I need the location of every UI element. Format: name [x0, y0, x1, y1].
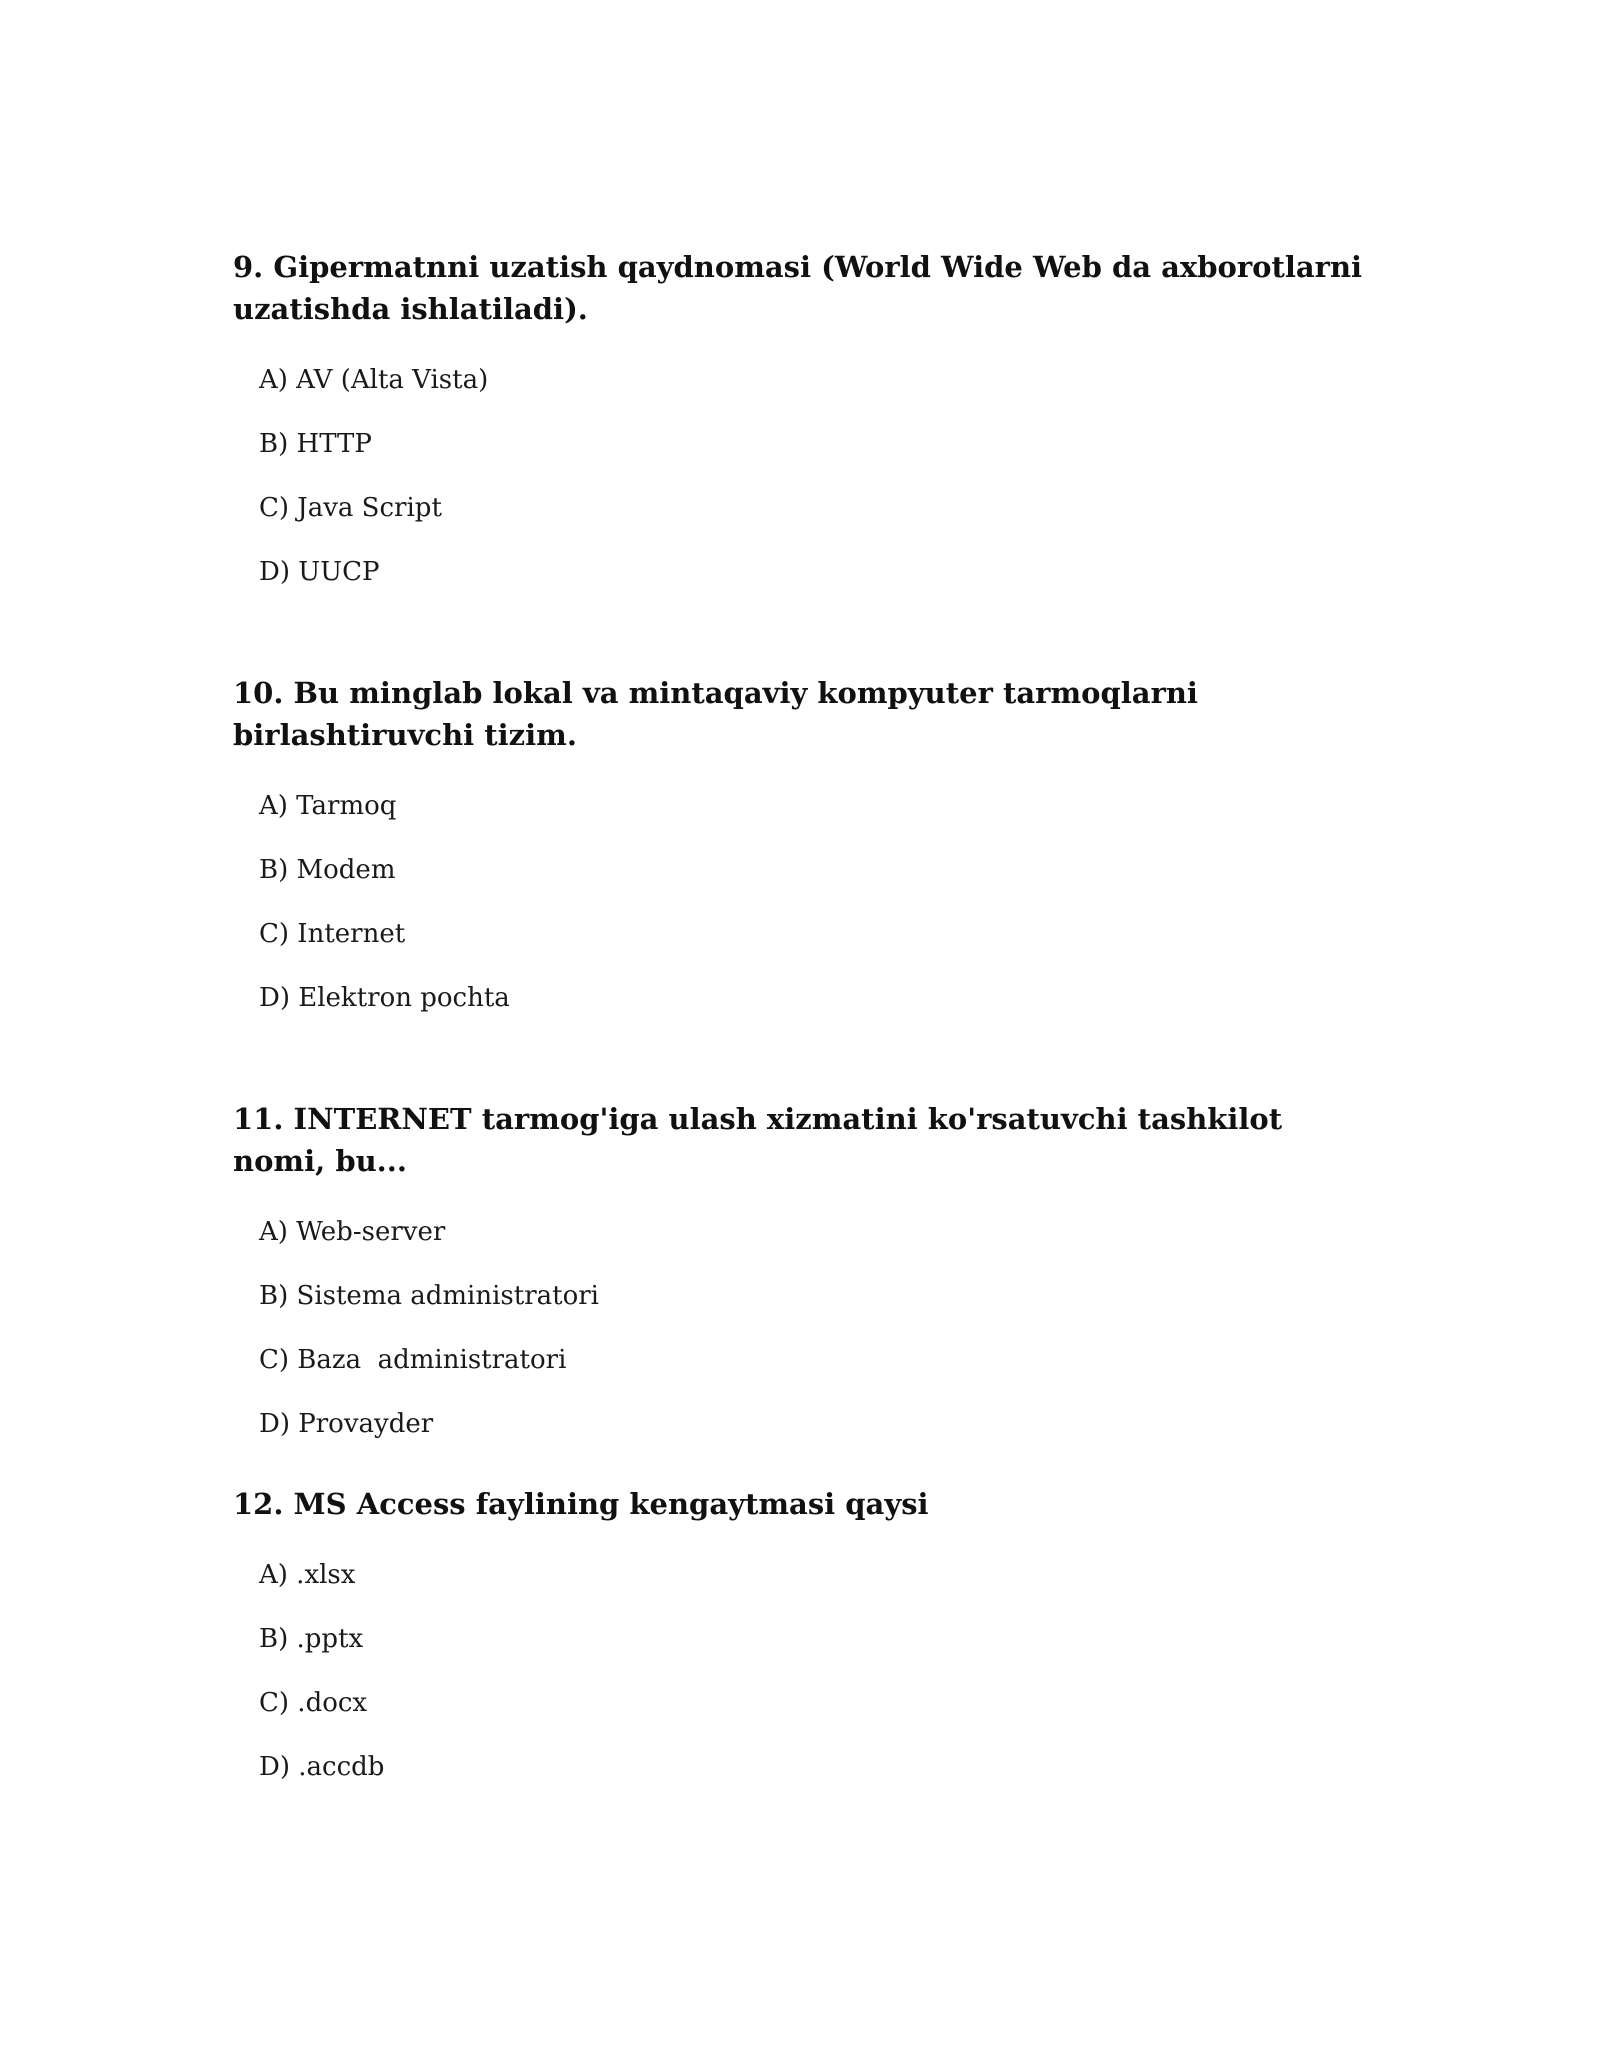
question-title: 11. INTERNET tarmog'iga ulash xizmatini ko'rsatuvchi tashkilot nomi, bu... — [233, 1102, 1283, 1178]
answer-options — [233, 774, 1373, 1030]
option-d: D) .accdb — [259, 1752, 385, 1782]
question-12 — [233, 1483, 1373, 1799]
question-title: 9. Gipermatnni uzatish qaydnomasi (World Wide Web da axborotlarni uzatishda ishlatiladi). — [233, 250, 1363, 326]
option-a: A) Web-server — [259, 1217, 446, 1247]
question-title: 10. Bu minglab lokal va mintaqaviy kompyuter tarmoqlarni birlashtiruvchi tizim. — [233, 676, 1198, 752]
option-b: B) Modem — [259, 855, 396, 885]
option-d: D) Elektron pochta — [259, 983, 510, 1013]
option-a: A) .xlsx — [259, 1560, 356, 1590]
option-b: B) HTTP — [259, 429, 372, 459]
answer-options — [233, 348, 1373, 604]
question-10 — [233, 672, 1373, 1030]
option-c: C) .docx — [259, 1688, 368, 1718]
option-c: C) Java Script — [259, 493, 442, 523]
option-d: D) Provayder — [259, 1409, 434, 1439]
option-a: A) Tarmoq — [259, 791, 397, 821]
option-c: C) Internet — [259, 919, 406, 949]
option-d: D) UUCP — [259, 557, 380, 587]
option-a: A) AV (Alta Vista) — [259, 365, 489, 395]
option-c: C) Baza administratori — [259, 1345, 567, 1375]
answer-options — [233, 1543, 1373, 1799]
question-11 — [233, 1098, 1373, 1456]
question-9 — [233, 246, 1373, 604]
option-b: B) Sistema administratori — [259, 1281, 599, 1311]
option-b: B) .pptx — [259, 1624, 364, 1654]
question-title: 12. MS Access faylining kengaytmasi qaysi — [233, 1487, 929, 1521]
answer-options — [233, 1200, 1373, 1456]
